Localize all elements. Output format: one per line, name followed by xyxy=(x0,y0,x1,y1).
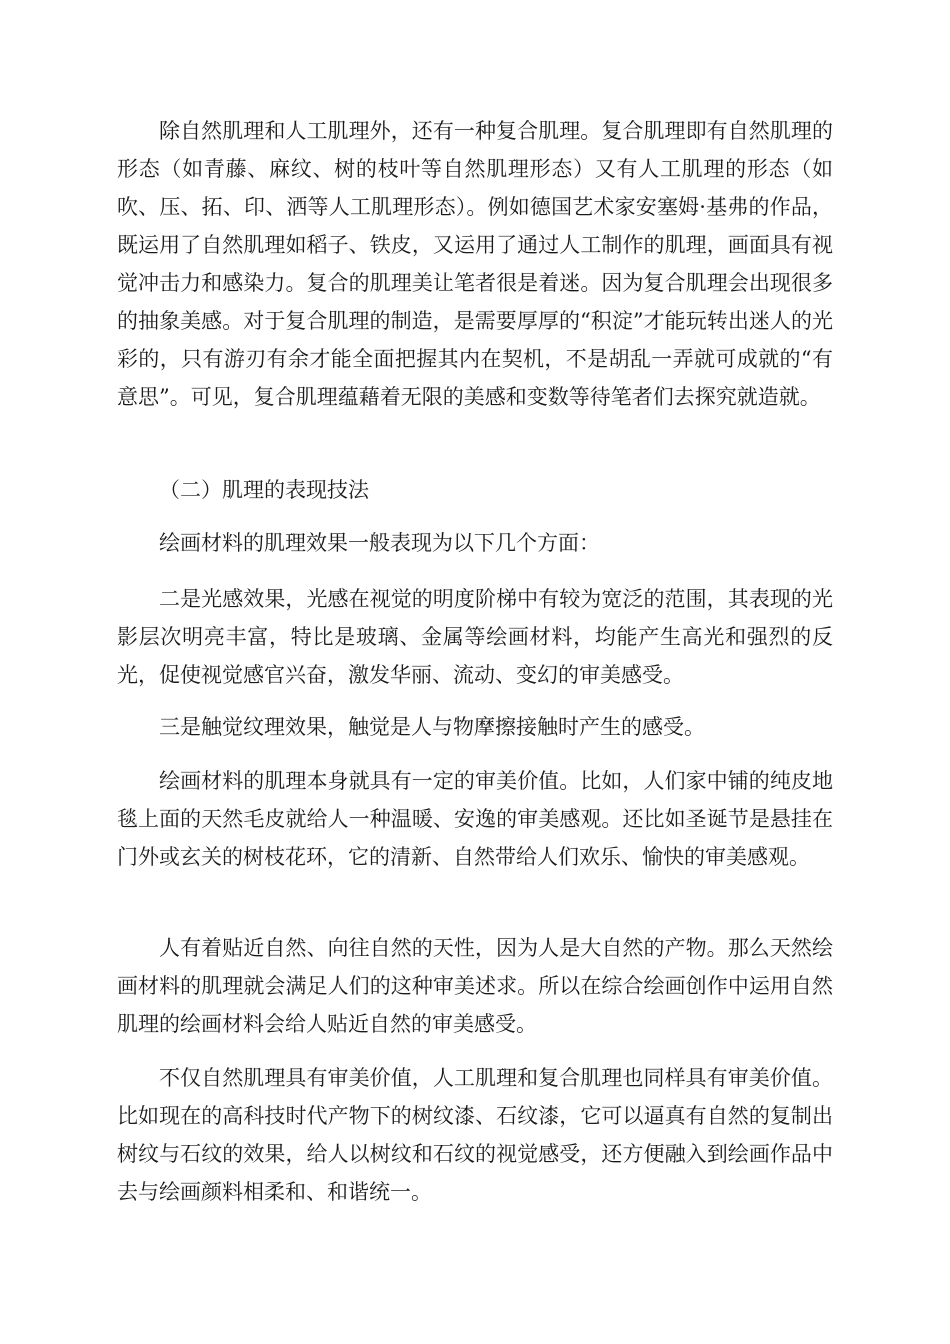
section-heading: （二）肌理的表现技法 xyxy=(159,478,369,502)
paragraph-light-effect: 二是光感效果，光感在视觉的明度阶梯中有较为宽泛的范围，其表现的光影层次明亮丰富，特比是玻璃、金属等绘画材料，均能产生高光和强烈的反光，促使视觉感官兴奋，激发华丽、流动、变幻的审美感受。 xyxy=(117,587,833,687)
paragraph-artificial-texture: 不仅自然肌理具有审美价值，人工肌理和复合肌理也同样具有审美价值。比如现在的高科技时代产物下的树纹漆、石纹漆，它可以逼真有自然的复制出树纹与石纹的效果，给人以树纹和石纹的视觉感受，还方便融入到绘画作品中去与绘画颜料相柔和、和谐统一。 xyxy=(117,1066,833,1204)
paragraph-composite-texture: 除自然肌理和人工肌理外，还有一种复合肌理。复合肌理即有自然肌理的形态（如青藤、麻纹、树的枝叶等自然肌理形态）又有人工肌理的形态（如吹、压、拓、印、洒等人工肌理形态）。例如德国艺术家安塞姆·基弗的作品，既运用了自然肌理如稻子、铁皮，又运用了通过人工制作的肌理，画面具有视觉冲击力和感染力。复合的肌理美让笔者很是着迷。因为复合肌理会出现很多的抽象美感。对于复合肌理的制造，是需要厚厚的“积淀”才能玩转出迷人的光彩的，只有游刃有余才能全面把握其内在契机，不是胡乱一弄就可成就的“有意思”。可见，复合肌理蕴藉着无限的美感和变数等待笔者们去探究就造就。 xyxy=(117,119,833,409)
paragraph-aesthetic-value: 绘画材料的肌理本身就具有一定的审美价值。比如，人们家中铺的纯皮地毯上面的天然毛皮就给人一种温暖、安逸的审美感观。还比如圣诞节是悬挂在门外或玄关的树枝花环，它的清新、自然带给人们欢乐、愉快的审美感观。 xyxy=(117,769,833,869)
paragraph-nature: 人有着贴近自然、向往自然的天性，因为人是大自然的产物。那么天然绘画材料的肌理就会满足人们的这种审美述求。所以在综合绘画创作中运用自然肌理的绘画材料会给人贴近自然的审美感受。 xyxy=(117,936,833,1036)
paragraph-tactile-effect: 三是触觉纹理效果，触觉是人与物摩擦接触时产生的感受。 xyxy=(159,715,705,739)
paragraph-intro: 绘画材料的肌理效果一般表现为以下几个方面： xyxy=(159,531,600,555)
